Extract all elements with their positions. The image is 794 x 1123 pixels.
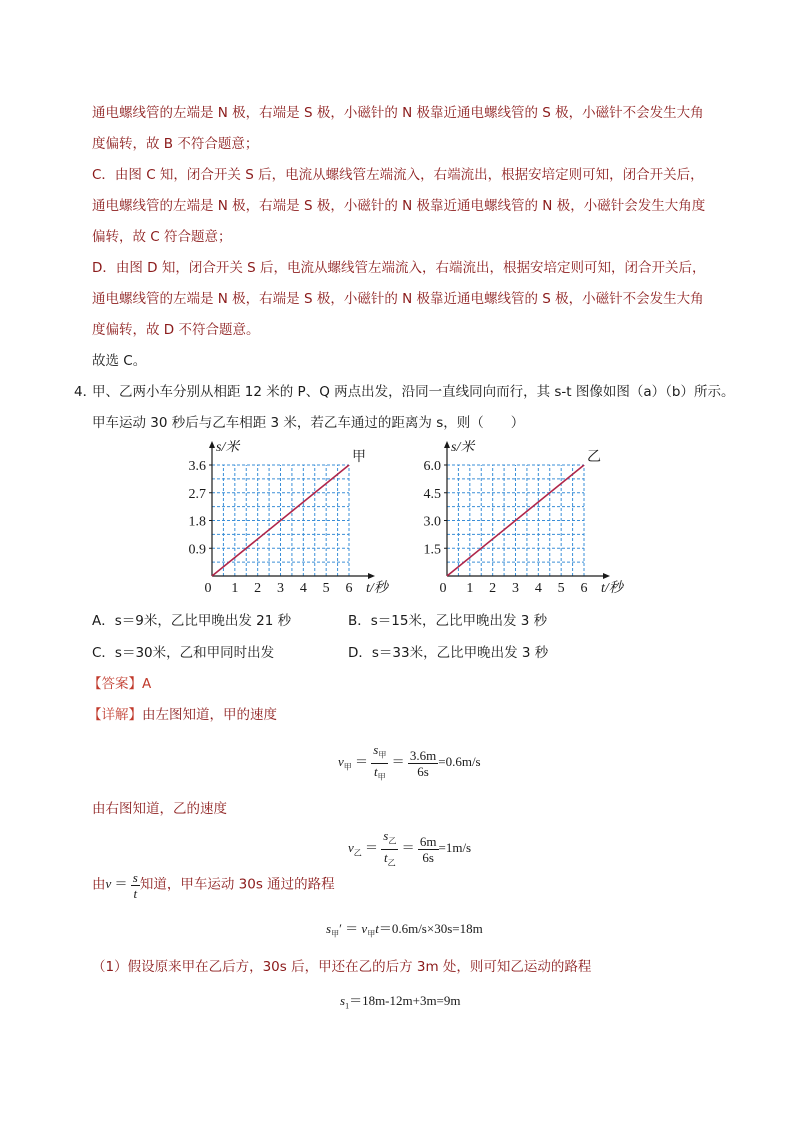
- y-axis-arrow: [444, 441, 450, 448]
- x-tick-label: 0: [204, 581, 212, 596]
- x-tick-label: 5: [322, 581, 330, 596]
- detail-intro: [88, 705, 277, 725]
- y-tick-label: 3.0: [423, 514, 441, 530]
- formula-speed-jia: $v_甲$ ＝ $\frac{s_甲}{t_甲}$ ＝ $\frac{3.6m}{6s}$ =0.6m/s: [338, 742, 481, 782]
- detail-intro-text: 由左图知道，甲的速度: [142, 707, 277, 723]
- answer: [88, 674, 151, 694]
- x-tick-label: 2: [254, 581, 262, 596]
- solution-line: 通电螺线管的左端是 N 极，右端是 S 极，小磁针的 N 极靠近通电螺线管的 S 极，小磁针不会发生大角: [92, 291, 704, 307]
- solution-line: D．由图 D 知，闭合开关 S 后，电流从螺线管左端流入，右端流出，根据安培定则可知，闭合开关后，: [92, 260, 706, 276]
- formula-speed-yi: $v_乙$ ＝ $\frac{s_乙}{t_乙}$ ＝ $\frac{6m}{6s}$ =1m/s: [348, 828, 472, 868]
- answer-tag: 【答案】: [88, 676, 142, 692]
- solution-line: 度偏转，故 B 不符合题意；: [92, 136, 259, 152]
- y-tick-label: 6.0: [423, 459, 441, 474]
- option-d: D．s＝33米，乙比甲晚出发 3 秒: [348, 645, 549, 661]
- x-tick-label: 1: [231, 581, 239, 596]
- option-a: A．s＝9米，乙比甲晚出发 21 秒: [92, 613, 292, 629]
- option-b: B．s＝15米，乙比甲晚出发 3 秒: [348, 613, 548, 629]
- solution-line: 通电螺线管的左端是 N 极，右端是 S 极，小磁针的 N 极靠近通电螺线管的 S 极，小磁针不会发生大角: [92, 105, 704, 121]
- st-graphs: [170, 440, 630, 610]
- solution-line: 偏转，故 C 符合题意；: [92, 229, 232, 245]
- x-tick-label: 2: [489, 581, 497, 596]
- series-label: 甲: [352, 450, 366, 465]
- x-axis-arrow: [603, 573, 610, 579]
- x-axis-label: t/秒: [601, 581, 623, 596]
- solution-line: 通电螺线管的左端是 N 极，右端是 S 极，小磁针的 N 极靠近通电螺线管的 N 极，小磁针会发生大角度: [92, 198, 706, 214]
- y-tick-label: 1.5: [423, 542, 441, 558]
- solution-line: C．由图 C 知，闭合开关 S 后，电流从螺线管左端流入，右端流出，根据安培定则可知，闭合开关后，: [92, 167, 704, 183]
- y-tick-label: 0.9: [188, 542, 206, 558]
- answer-value: A: [142, 676, 152, 692]
- option-c: C．s＝30米，乙和甲同时出发: [92, 645, 275, 661]
- x-axis-label: t/秒: [366, 581, 388, 596]
- y-axis-label: s/米: [451, 440, 475, 455]
- x-tick-label: 4: [534, 581, 542, 596]
- formula-s1: $s_1=18m-12m+3m=9m$: [340, 993, 461, 1011]
- x-tick-label: 4: [299, 581, 307, 596]
- x-tick-label: 0: [439, 581, 447, 596]
- y-axis-arrow: [209, 441, 215, 448]
- detail-path-intro: 由v ＝ $\frac{s}{t}$ 知道，甲车运动 30s 通过的路程: [92, 870, 335, 901]
- y-tick-label: 3.6: [188, 459, 206, 474]
- y-tick-label: 4.5: [423, 486, 441, 502]
- detail-case1: （1）假设原来甲在乙后方，30s 后，甲还在乙的后方 3m 处，则可知乙运动的路程: [92, 959, 592, 975]
- formula-distance-jia: $s_甲' = v_甲t=0.6m/s\times 30s=18m$: [326, 921, 483, 939]
- solution-conclusion: 故选 C。: [92, 353, 147, 369]
- detail-tag: 【详解】: [88, 707, 142, 723]
- question-number: 4．: [74, 384, 97, 400]
- question-stem-line2: 甲车运动 30 秒后与乙车相距 3 米，若乙车通过的距离为 s，则（ ）: [92, 415, 525, 431]
- series-label: 乙: [587, 450, 601, 465]
- x-axis-arrow: [368, 573, 375, 579]
- detail-right-intro: 由右图知道，乙的速度: [92, 801, 227, 817]
- x-tick-label: 1: [466, 581, 474, 596]
- y-tick-label: 1.8: [188, 514, 206, 530]
- x-tick-label: 3: [512, 581, 519, 596]
- x-tick-label: 5: [557, 581, 565, 596]
- x-tick-label: 3: [277, 581, 284, 596]
- x-tick-label: 6: [345, 581, 353, 596]
- x-tick-label: 6: [580, 581, 588, 596]
- solution-line: 度偏转，故 D 不符合题意。: [92, 322, 260, 338]
- y-tick-label: 2.7: [188, 486, 206, 502]
- question-stem-line1: 甲、乙两小车分别从相距 12 米的 P、Q 两点出发，沿同一直线同向而行，其 s-t 图像如图（a）（b）所示。: [92, 384, 735, 400]
- y-axis-label: s/米: [216, 440, 240, 455]
